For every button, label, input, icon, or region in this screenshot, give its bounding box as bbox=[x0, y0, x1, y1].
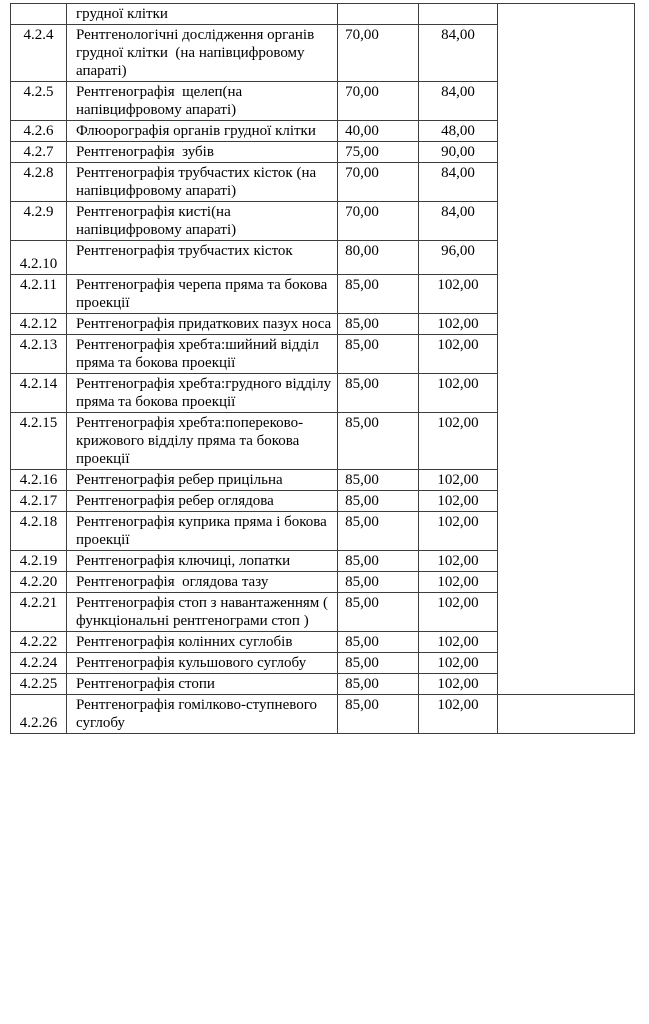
service-name-cell: Рентгенографія колінних суглобів bbox=[67, 632, 338, 653]
price-vat-cell: 102,00 bbox=[419, 572, 498, 593]
price-cell: 80,00 bbox=[338, 241, 419, 275]
price-cell: 85,00 bbox=[338, 374, 419, 413]
service-name-cell: Рентгенографія щелеп(на напівцифровому апараті) bbox=[67, 82, 338, 121]
price-cell: 85,00 bbox=[338, 695, 419, 734]
note-cell-merged bbox=[498, 4, 635, 695]
row-number-cell: 4.2.6 bbox=[11, 121, 67, 142]
price-vat-cell: 84,00 bbox=[419, 163, 498, 202]
row-number-cell: 4.2.19 bbox=[11, 551, 67, 572]
service-name-cell: Рентгенографія хребта:попереково-крижового відділу пряма та бокова проекції bbox=[67, 413, 338, 470]
price-cell: 85,00 bbox=[338, 632, 419, 653]
price-cell: 85,00 bbox=[338, 593, 419, 632]
price-cell: 85,00 bbox=[338, 470, 419, 491]
note-cell-last-row bbox=[498, 695, 635, 734]
row-number-cell: 4.2.10 bbox=[11, 241, 67, 275]
table-row bbox=[11, 4, 635, 25]
service-name-cell: Рентгенографія гомілково-ступневого суглобу bbox=[67, 695, 338, 734]
price-vat-cell: 84,00 bbox=[419, 82, 498, 121]
service-name-cell: Флюорографія органів грудної клітки bbox=[67, 121, 338, 142]
row-number-cell: 4.2.8 bbox=[11, 163, 67, 202]
price-vat-cell: 102,00 bbox=[419, 413, 498, 470]
price-vat-cell: 102,00 bbox=[419, 674, 498, 695]
service-name-cell: Рентгенографія оглядова тазу bbox=[67, 572, 338, 593]
price-vat-cell bbox=[419, 4, 498, 25]
service-name-cell: Рентгенографія трубчастих кісток (на напівцифровому апараті) bbox=[67, 163, 338, 202]
price-cell: 75,00 bbox=[338, 142, 419, 163]
service-name-cell: Рентгенографія ребер оглядова bbox=[67, 491, 338, 512]
service-name-cell: Рентгенологічні дослідження органів грудної клітки (на напівцифровому апараті) bbox=[67, 25, 338, 82]
row-number-cell: 4.2.22 bbox=[11, 632, 67, 653]
row-number-cell: 4.2.11 bbox=[11, 275, 67, 314]
service-name-cell: Рентгенографія кисті(на напівцифровому апараті) bbox=[67, 202, 338, 241]
price-cell: 85,00 bbox=[338, 572, 419, 593]
price-table-body bbox=[11, 4, 635, 734]
service-name-cell: Рентгенографія трубчастих кісток bbox=[67, 241, 338, 275]
service-name-cell: Рентгенографія зубів bbox=[67, 142, 338, 163]
price-cell: 70,00 bbox=[338, 82, 419, 121]
service-name-cell: Рентгенографія стопи bbox=[67, 674, 338, 695]
row-number-cell: 4.2.24 bbox=[11, 653, 67, 674]
price-vat-cell: 102,00 bbox=[419, 335, 498, 374]
row-number-cell: 4.2.16 bbox=[11, 470, 67, 491]
row-number-cell: 4.2.20 bbox=[11, 572, 67, 593]
row-number-cell: 4.2.14 bbox=[11, 374, 67, 413]
service-name-cell: Рентгенографія кульшового суглобу bbox=[67, 653, 338, 674]
price-vat-cell: 84,00 bbox=[419, 25, 498, 82]
price-vat-cell: 102,00 bbox=[419, 374, 498, 413]
price-vat-cell: 102,00 bbox=[419, 551, 498, 572]
price-cell: 70,00 bbox=[338, 163, 419, 202]
price-vat-cell: 102,00 bbox=[419, 314, 498, 335]
service-name-cell: Рентгенографія черепа пряма та бокова проекції bbox=[67, 275, 338, 314]
price-vat-cell: 84,00 bbox=[419, 202, 498, 241]
price-cell: 85,00 bbox=[338, 551, 419, 572]
price-vat-cell: 102,00 bbox=[419, 593, 498, 632]
price-cell: 85,00 bbox=[338, 314, 419, 335]
row-number-cell: 4.2.26 bbox=[11, 695, 67, 734]
price-cell: 70,00 bbox=[338, 25, 419, 82]
price-vat-cell: 102,00 bbox=[419, 470, 498, 491]
price-vat-cell: 102,00 bbox=[419, 512, 498, 551]
price-cell: 40,00 bbox=[338, 121, 419, 142]
price-cell: 85,00 bbox=[338, 275, 419, 314]
row-number-cell: 4.2.15 bbox=[11, 413, 67, 470]
service-name-cell: грудної клітки bbox=[67, 4, 338, 25]
row-number-cell: 4.2.12 bbox=[11, 314, 67, 335]
row-number-cell: 4.2.17 bbox=[11, 491, 67, 512]
row-number-cell: 4.2.18 bbox=[11, 512, 67, 551]
price-vat-cell: 102,00 bbox=[419, 695, 498, 734]
price-cell: 85,00 bbox=[338, 653, 419, 674]
price-cell: 85,00 bbox=[338, 413, 419, 470]
service-name-cell: Рентгенографія хребта:шийний відділ пряма та бокова проекції bbox=[67, 335, 338, 374]
price-vat-cell: 102,00 bbox=[419, 491, 498, 512]
service-name-cell: Рентгенографія куприка пряма і бокова проекції bbox=[67, 512, 338, 551]
price-vat-cell: 102,00 bbox=[419, 632, 498, 653]
row-number-cell bbox=[11, 4, 67, 25]
price-vat-cell: 96,00 bbox=[419, 241, 498, 275]
service-name-cell: Рентгенографія стоп з навантаженням ( функціональні рентгенограми стоп ) bbox=[67, 593, 338, 632]
price-cell: 85,00 bbox=[338, 512, 419, 551]
service-name-cell: Рентгенографія хребта:грудного відділу пряма та бокова проекції bbox=[67, 374, 338, 413]
price-vat-cell: 90,00 bbox=[419, 142, 498, 163]
row-number-cell: 4.2.9 bbox=[11, 202, 67, 241]
price-table bbox=[10, 3, 635, 734]
price-vat-cell: 102,00 bbox=[419, 653, 498, 674]
price-cell: 85,00 bbox=[338, 491, 419, 512]
table-row bbox=[11, 695, 635, 734]
price-vat-cell: 48,00 bbox=[419, 121, 498, 142]
price-vat-cell: 102,00 bbox=[419, 275, 498, 314]
price-cell bbox=[338, 4, 419, 25]
row-number-cell: 4.2.4 bbox=[11, 25, 67, 82]
row-number-cell: 4.2.13 bbox=[11, 335, 67, 374]
price-cell: 85,00 bbox=[338, 335, 419, 374]
service-name-cell: Рентгенографія придаткових пазух носа bbox=[67, 314, 338, 335]
service-name-cell: Рентгенографія ключиці, лопатки bbox=[67, 551, 338, 572]
price-cell: 70,00 bbox=[338, 202, 419, 241]
row-number-cell: 4.2.25 bbox=[11, 674, 67, 695]
price-cell: 85,00 bbox=[338, 674, 419, 695]
row-number-cell: 4.2.7 bbox=[11, 142, 67, 163]
row-number-cell: 4.2.5 bbox=[11, 82, 67, 121]
row-number-cell: 4.2.21 bbox=[11, 593, 67, 632]
service-name-cell: Рентгенографія ребер прицільна bbox=[67, 470, 338, 491]
